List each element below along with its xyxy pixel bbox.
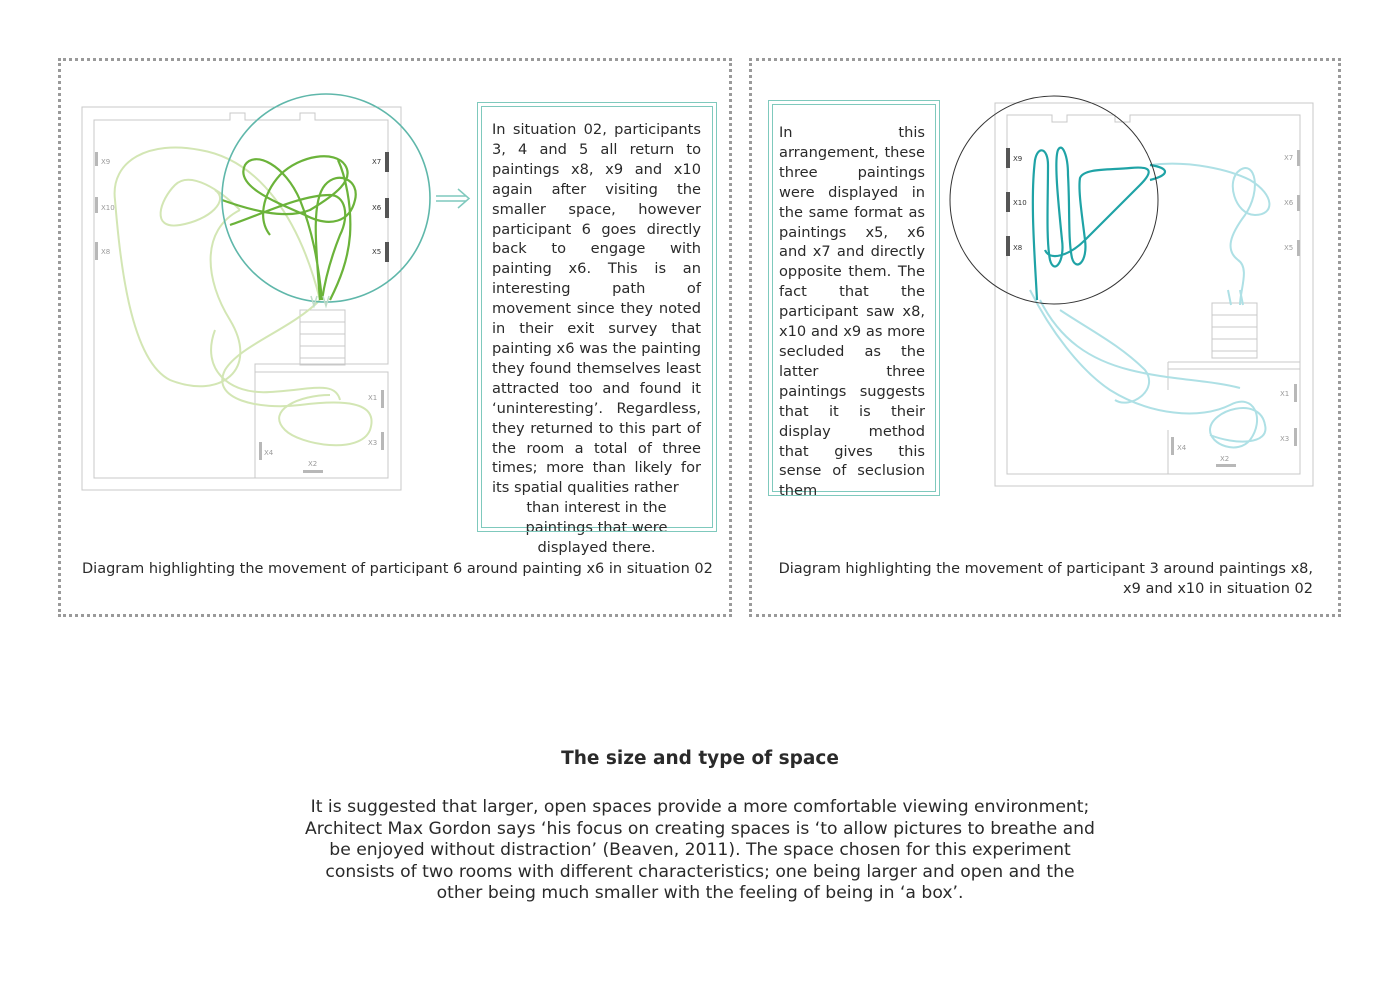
- label-x7: X7: [1284, 154, 1294, 162]
- label-x4: X4: [264, 449, 274, 457]
- label-x2: X2: [1220, 455, 1230, 463]
- label-x6: X6: [1284, 199, 1294, 207]
- label-x2: X2: [308, 460, 318, 468]
- right-caption: Diagram highlighting the movement of participant 3 around paintings x8, x9 and x10 in situation 02: [778, 561, 1313, 597]
- left-description-last-line: than interest in the paintings that were displayed there.: [525, 499, 668, 557]
- label-x1: X1: [1280, 390, 1290, 398]
- label-x5: X5: [1284, 244, 1294, 252]
- label-x3: X3: [1280, 435, 1290, 443]
- label-x8: X8: [1013, 244, 1023, 252]
- left-plan-staircase: [300, 310, 345, 365]
- label-x10: X10: [101, 204, 115, 212]
- label-x9: X9: [101, 158, 111, 166]
- left-description-box: [481, 106, 713, 557]
- right-arrow-icon: [436, 189, 469, 208]
- right-painting-markers: [1006, 148, 1300, 467]
- label-x9: X9: [1013, 155, 1023, 163]
- label-x1: X1: [368, 394, 378, 402]
- right-highlight-circle: [950, 96, 1158, 304]
- right-plan-staircase: [1212, 303, 1257, 358]
- left-plan-inner-wall: [94, 113, 388, 478]
- label-x6: X6: [372, 204, 382, 212]
- section-body: It is suggested that larger, open spaces provide a more comfortable viewing environment; Architect Max Gordon says ‘his focus on creating spaces is ‘to allow pictures to breathe and be enjoyed without distraction’ (Beaven, 2011). The space chosen for this experiment consists of two rooms with different characteristics; one being larger and open and the other being much smaller with the feeling of being in ‘a box’.: [305, 797, 1095, 903]
- label-x10: X10: [1013, 199, 1027, 207]
- right-description-text: In this arrangement, these three paintings were displayed in the same format as paintings x5, x6 and x7 and directly opposite them. The fact that the participant saw x8, x10 and x9 as more secluded as the latter three paintings suggests that it is their display method that gives this sense of seclusion them: [779, 124, 925, 500]
- left-painting-labels: [101, 158, 382, 468]
- label-x5: X5: [372, 248, 382, 256]
- right-description-box: [772, 104, 936, 500]
- left-description-text: In situation 02, participants 3, 4 and 5 all return to paintings x8, x9 and x10 again after visiting the smaller space, however participant 6 goes directly back to engage with painting x6. This is an interesting path of movement since they noted in their exit survey that painting x6 was the painting they found themselves least attracted too and found it ‘uninteresting’. Regardless, they returned to this part of the room a total of three times; more than likely for its spatial qualities rather: [492, 121, 701, 497]
- right-participant-path: [1033, 148, 1165, 300]
- label-x7: X7: [372, 158, 382, 166]
- label-x4: X4: [1177, 444, 1187, 452]
- label-x8: X8: [101, 248, 111, 256]
- label-x3: X3: [368, 439, 378, 447]
- left-participant-path: [222, 156, 356, 300]
- section-title: The size and type of space: [561, 748, 839, 769]
- left-caption: Diagram highlighting the movement of participant 6 around painting x6 in situation 02: [82, 561, 713, 577]
- right-faded-paths: [1030, 164, 1269, 448]
